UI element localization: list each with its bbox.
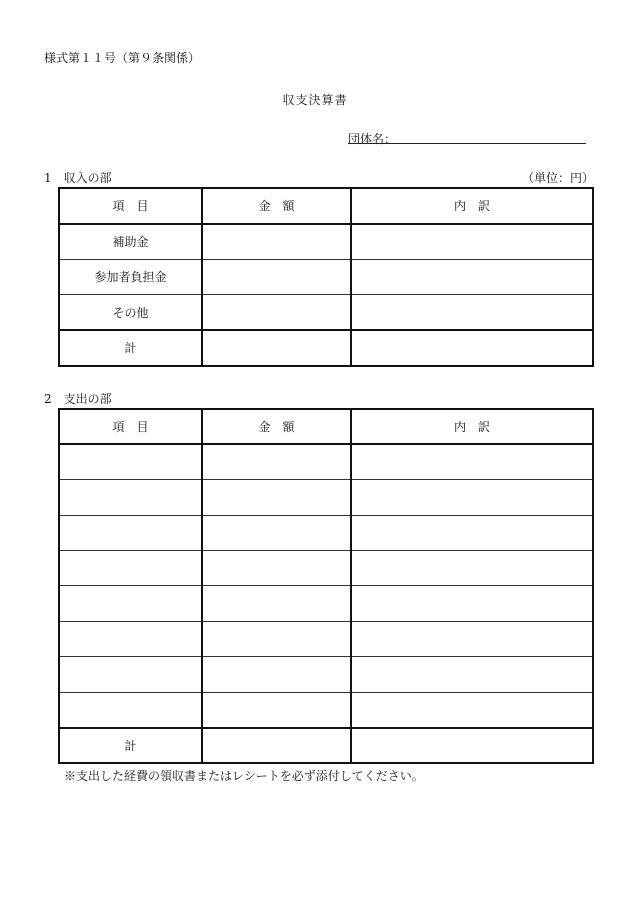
column-header-amount: 金 額 (202, 188, 351, 224)
item-cell[interactable] (59, 515, 202, 550)
total-row (59, 330, 593, 366)
income-section-title: 1 収入の部 (44, 171, 112, 185)
amount-cell[interactable] (202, 224, 351, 260)
detail-cell[interactable] (351, 224, 593, 260)
table-row (59, 295, 593, 331)
total-label: 計 (59, 330, 202, 366)
detail-cell[interactable] (351, 515, 593, 550)
detail-cell[interactable] (351, 657, 593, 692)
item-cell[interactable] (59, 692, 202, 727)
item-cell[interactable]: 参加者負担金 (59, 259, 202, 295)
expense-rows (59, 444, 593, 763)
amount-cell[interactable] (202, 444, 351, 479)
item-cell[interactable] (59, 480, 202, 515)
column-header-detail: 内 訳 (351, 188, 593, 224)
unit-label: （単位：円） (522, 171, 595, 185)
table-row (59, 657, 593, 692)
detail-cell[interactable] (351, 480, 593, 515)
amount-cell[interactable] (202, 586, 351, 621)
detail-cell[interactable] (351, 259, 593, 295)
income-table (58, 187, 594, 367)
total-amount-cell[interactable] (202, 330, 351, 366)
item-cell[interactable] (59, 444, 202, 479)
detail-cell[interactable] (351, 444, 593, 479)
item-cell[interactable] (59, 657, 202, 692)
table-header-row (59, 188, 593, 224)
total-amount-cell[interactable] (202, 728, 351, 763)
detail-cell[interactable] (351, 295, 593, 331)
detail-cell[interactable] (351, 586, 593, 621)
amount-cell[interactable] (202, 692, 351, 727)
detail-cell[interactable] (351, 692, 593, 727)
table-row (59, 692, 593, 727)
table-row (59, 259, 593, 295)
income-rows (59, 224, 593, 366)
table-header-row (59, 409, 593, 444)
amount-cell[interactable] (202, 551, 351, 586)
amount-cell[interactable] (202, 295, 351, 331)
table-row (59, 480, 593, 515)
expense-section-title: 2 支出の部 (44, 392, 112, 406)
total-detail-cell[interactable] (351, 728, 593, 763)
total-row (59, 728, 593, 763)
table-row (59, 621, 593, 656)
item-cell[interactable]: その他 (59, 295, 202, 331)
organization-name-field[interactable] (348, 143, 586, 144)
table-row (59, 551, 593, 586)
column-header-item: 項 目 (59, 409, 202, 444)
total-label: 計 (59, 728, 202, 763)
column-header-detail: 内 訳 (351, 409, 593, 444)
amount-cell[interactable] (202, 621, 351, 656)
amount-cell[interactable] (202, 515, 351, 550)
table-row (59, 444, 593, 479)
column-header-item: 項 目 (59, 188, 202, 224)
amount-cell[interactable] (202, 657, 351, 692)
detail-cell[interactable] (351, 551, 593, 586)
table-row (59, 586, 593, 621)
item-cell[interactable] (59, 621, 202, 656)
organization-label: 団体名： (348, 132, 397, 146)
amount-cell[interactable] (202, 259, 351, 295)
item-cell[interactable] (59, 551, 202, 586)
item-cell[interactable]: 補助金 (59, 224, 202, 260)
form-number: 様式第１１号（第９条関係） (44, 51, 201, 65)
document-title: 収支決算書 (282, 93, 348, 107)
total-detail-cell[interactable] (351, 330, 593, 366)
amount-cell[interactable] (202, 480, 351, 515)
table-row (59, 224, 593, 260)
table-row (59, 515, 593, 550)
receipt-note: ※支出した経費の領収書またはレシートを必ず添付してください。 (64, 769, 424, 783)
expense-table (58, 408, 594, 764)
detail-cell[interactable] (351, 621, 593, 656)
column-header-amount: 金 額 (202, 409, 351, 444)
item-cell[interactable] (59, 586, 202, 621)
